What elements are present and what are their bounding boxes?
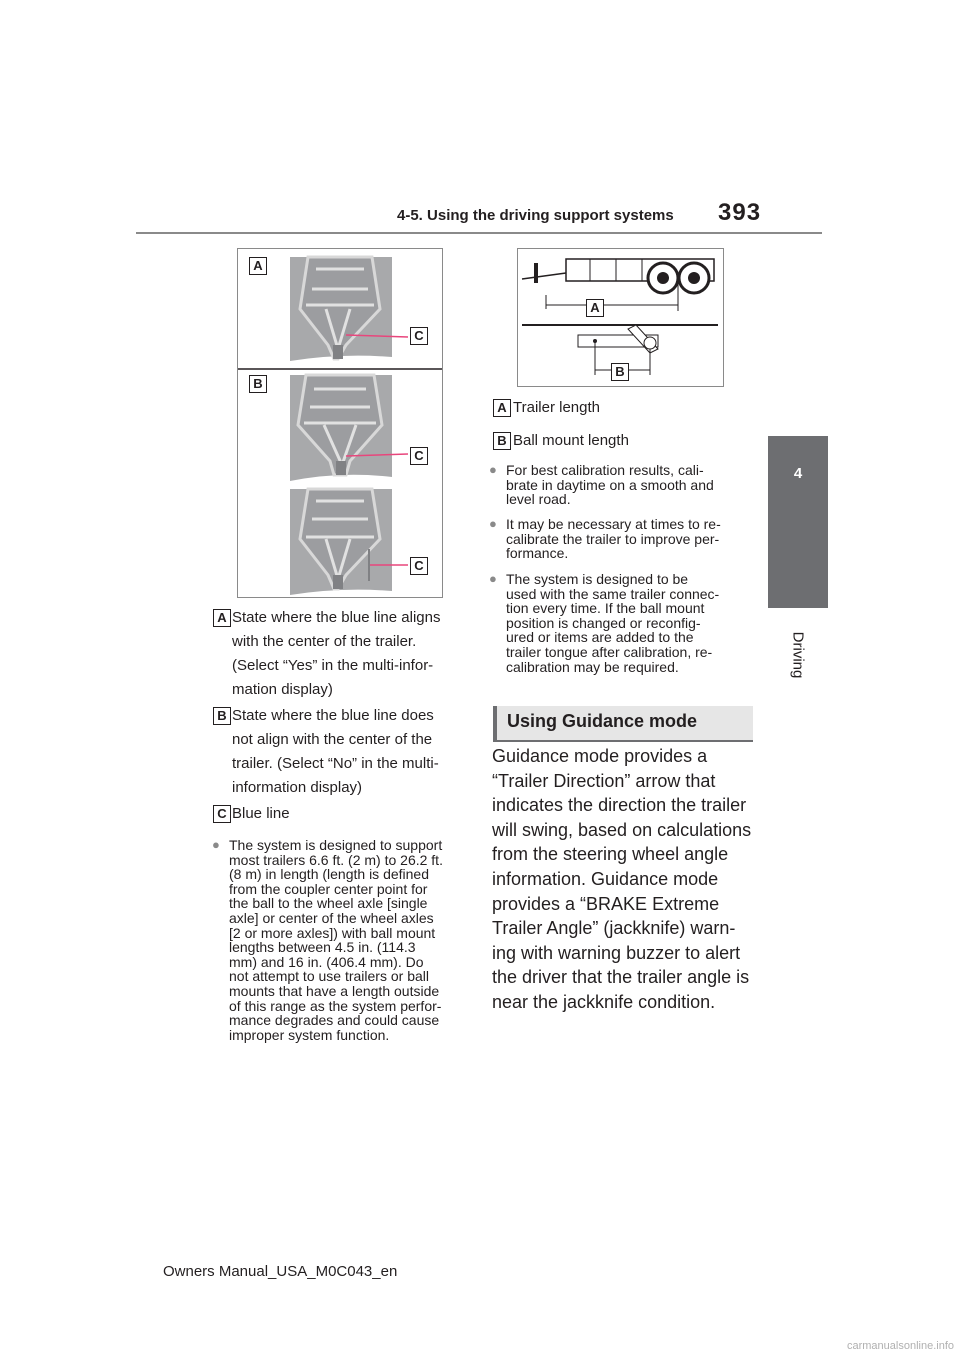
bullet-line: For best calibration results, cali- — [506, 462, 704, 478]
body-line: “Trailer Direction” arrow that — [492, 770, 716, 791]
body-line: provides a “BRAKE Extreme — [492, 893, 720, 914]
diagram-label-b: B — [611, 363, 629, 381]
camera-view-not-aligned — [290, 375, 392, 481]
page-number: 393 — [718, 199, 762, 226]
bullet-line: mance degrades and could cause — [229, 1012, 440, 1029]
figure-label-c-2: C — [410, 447, 428, 465]
watermark: carmanualsonline.info — [846, 1340, 954, 1352]
camera-view-blue-line — [290, 489, 392, 595]
guidance-mode-paragraph — [492, 744, 754, 1015]
footer-text: Owners Manual_USA_M0C043_en — [163, 1263, 398, 1280]
body-line: information. Guidance mode — [492, 868, 719, 889]
ball-mount-length-label: Ball mount length — [513, 432, 629, 449]
figure-label-c-3: C — [410, 557, 428, 575]
callout-b-text — [232, 704, 472, 800]
callout-b-line: trailer. (Select “No” in the multi- — [232, 755, 439, 772]
body-line: indicates the direction the trailer — [492, 795, 747, 816]
bullet-line: position is changed or reconfig- — [506, 614, 701, 631]
body-line: near the jackknife condition. — [492, 991, 716, 1012]
bullet-line: trailer tongue after calibration, re- — [506, 643, 713, 660]
trailer-length-label: Trailer length — [513, 399, 600, 416]
callout-letter-a: A — [213, 609, 231, 627]
bullet-line: not attempt to use trailers or ball — [229, 968, 429, 985]
bullet-line: of this range as the system perfor- — [229, 997, 442, 1014]
calibration-bullet-1 — [489, 462, 752, 508]
bullet-line: formance. — [506, 545, 569, 562]
bullet-dot-icon: ● — [212, 837, 220, 852]
callout-letter-c: C — [213, 805, 231, 823]
bullet-dot-icon: ● — [489, 462, 497, 477]
bullet-line: mm) and 16 in. (406.4 mm). Do — [229, 953, 424, 970]
bullet-line: tion every time. If the ball mount — [506, 600, 705, 617]
bullet-line: lengths between 4.5 in. (114.3 — [229, 939, 416, 956]
body-line: Trailer Angle” (jackknife) warn- — [492, 918, 736, 939]
bullet-line: improper system function. — [229, 1026, 390, 1043]
calibration-bullet-3 — [489, 571, 752, 675]
callout-letter-b: B — [213, 707, 231, 725]
chapter-tab[interactable] — [768, 436, 828, 608]
bullet-line: most trailers 6.6 ft. (2 m) to 26.2 ft. — [229, 851, 443, 868]
body-line: from the steering wheel angle — [492, 844, 729, 865]
camera-view-aligned — [290, 257, 392, 361]
chapter-label — [770, 620, 826, 690]
bullet-line: calibrate the trailer to improve per- — [506, 530, 720, 547]
callout-b-line: information display) — [232, 779, 363, 796]
bullet-line: It may be necessary at times to re- — [506, 516, 721, 532]
bullet-line: the ball to the wheel axle [single — [229, 895, 428, 912]
section-title: 4-5. Using the driving support systems — [397, 207, 674, 224]
callout-b-line: State where the blue line does — [232, 707, 434, 724]
callout-a-line: with the center of the trailer. — [232, 633, 417, 650]
bullet-line: level road. — [506, 491, 571, 508]
section-heading-text: Using Guidance mode — [507, 711, 698, 731]
figure-label-b: B — [249, 375, 267, 393]
bullet-line: calibration may be required. — [506, 658, 679, 675]
bullet-line: mounts that have a length outside — [229, 982, 440, 999]
bullet-line: axle] or center of the wheel axles — [229, 909, 434, 926]
bullet-line: The system is designed to support — [229, 837, 443, 853]
bullet-dot-icon: ● — [489, 516, 497, 531]
header-rule — [136, 232, 822, 234]
callout-a-text — [232, 606, 472, 702]
callout-a-line: State where the blue line aligns — [232, 609, 441, 626]
left-figure — [237, 248, 443, 598]
body-line: ing with warning buzzer to alert — [492, 942, 741, 963]
bullet-line: [2 or more axles]) with ball mount — [229, 924, 436, 941]
right-figure — [517, 248, 724, 387]
bullet-line: ured or items are added to the — [506, 629, 694, 646]
diagram-callout-letter-a: A — [493, 399, 511, 417]
diagram-callout-letter-b: B — [493, 432, 511, 450]
chapter-label-text: Driving — [789, 631, 807, 679]
left-figure-svg — [238, 249, 442, 597]
bullet-line: used with the same trailer connec- — [506, 585, 720, 602]
callout-b-line: not align with the center of the — [232, 731, 433, 748]
bullet-line: The system is designed to be — [506, 571, 689, 587]
section-heading — [493, 706, 753, 742]
calibration-bullet-2 — [489, 516, 752, 562]
figure-label-a: A — [249, 257, 267, 275]
body-line: will swing, based on calculations — [492, 819, 752, 840]
figure-label-c-1: C — [410, 327, 428, 345]
bullet-line: (8 m) in length (length is defined — [229, 866, 429, 883]
callout-c-line: Blue line — [232, 805, 290, 822]
body-line: Guidance mode provides a — [492, 746, 708, 766]
callout-a-line: (Select “Yes” in the multi-infor- — [232, 657, 434, 674]
diagram-label-a: A — [586, 299, 604, 317]
bullet-line: from the coupler center point for — [229, 880, 428, 897]
bullet-line: brate in daytime on a smooth and — [506, 476, 714, 493]
body-line: the driver that the trailer angle is — [492, 967, 750, 988]
chapter-number: 4 — [793, 465, 803, 482]
callout-c-text — [232, 802, 472, 826]
callout-a-line: mation display) — [232, 681, 333, 698]
trailer-length-bullet — [212, 837, 473, 1043]
bullet-dot-icon: ● — [489, 571, 497, 586]
